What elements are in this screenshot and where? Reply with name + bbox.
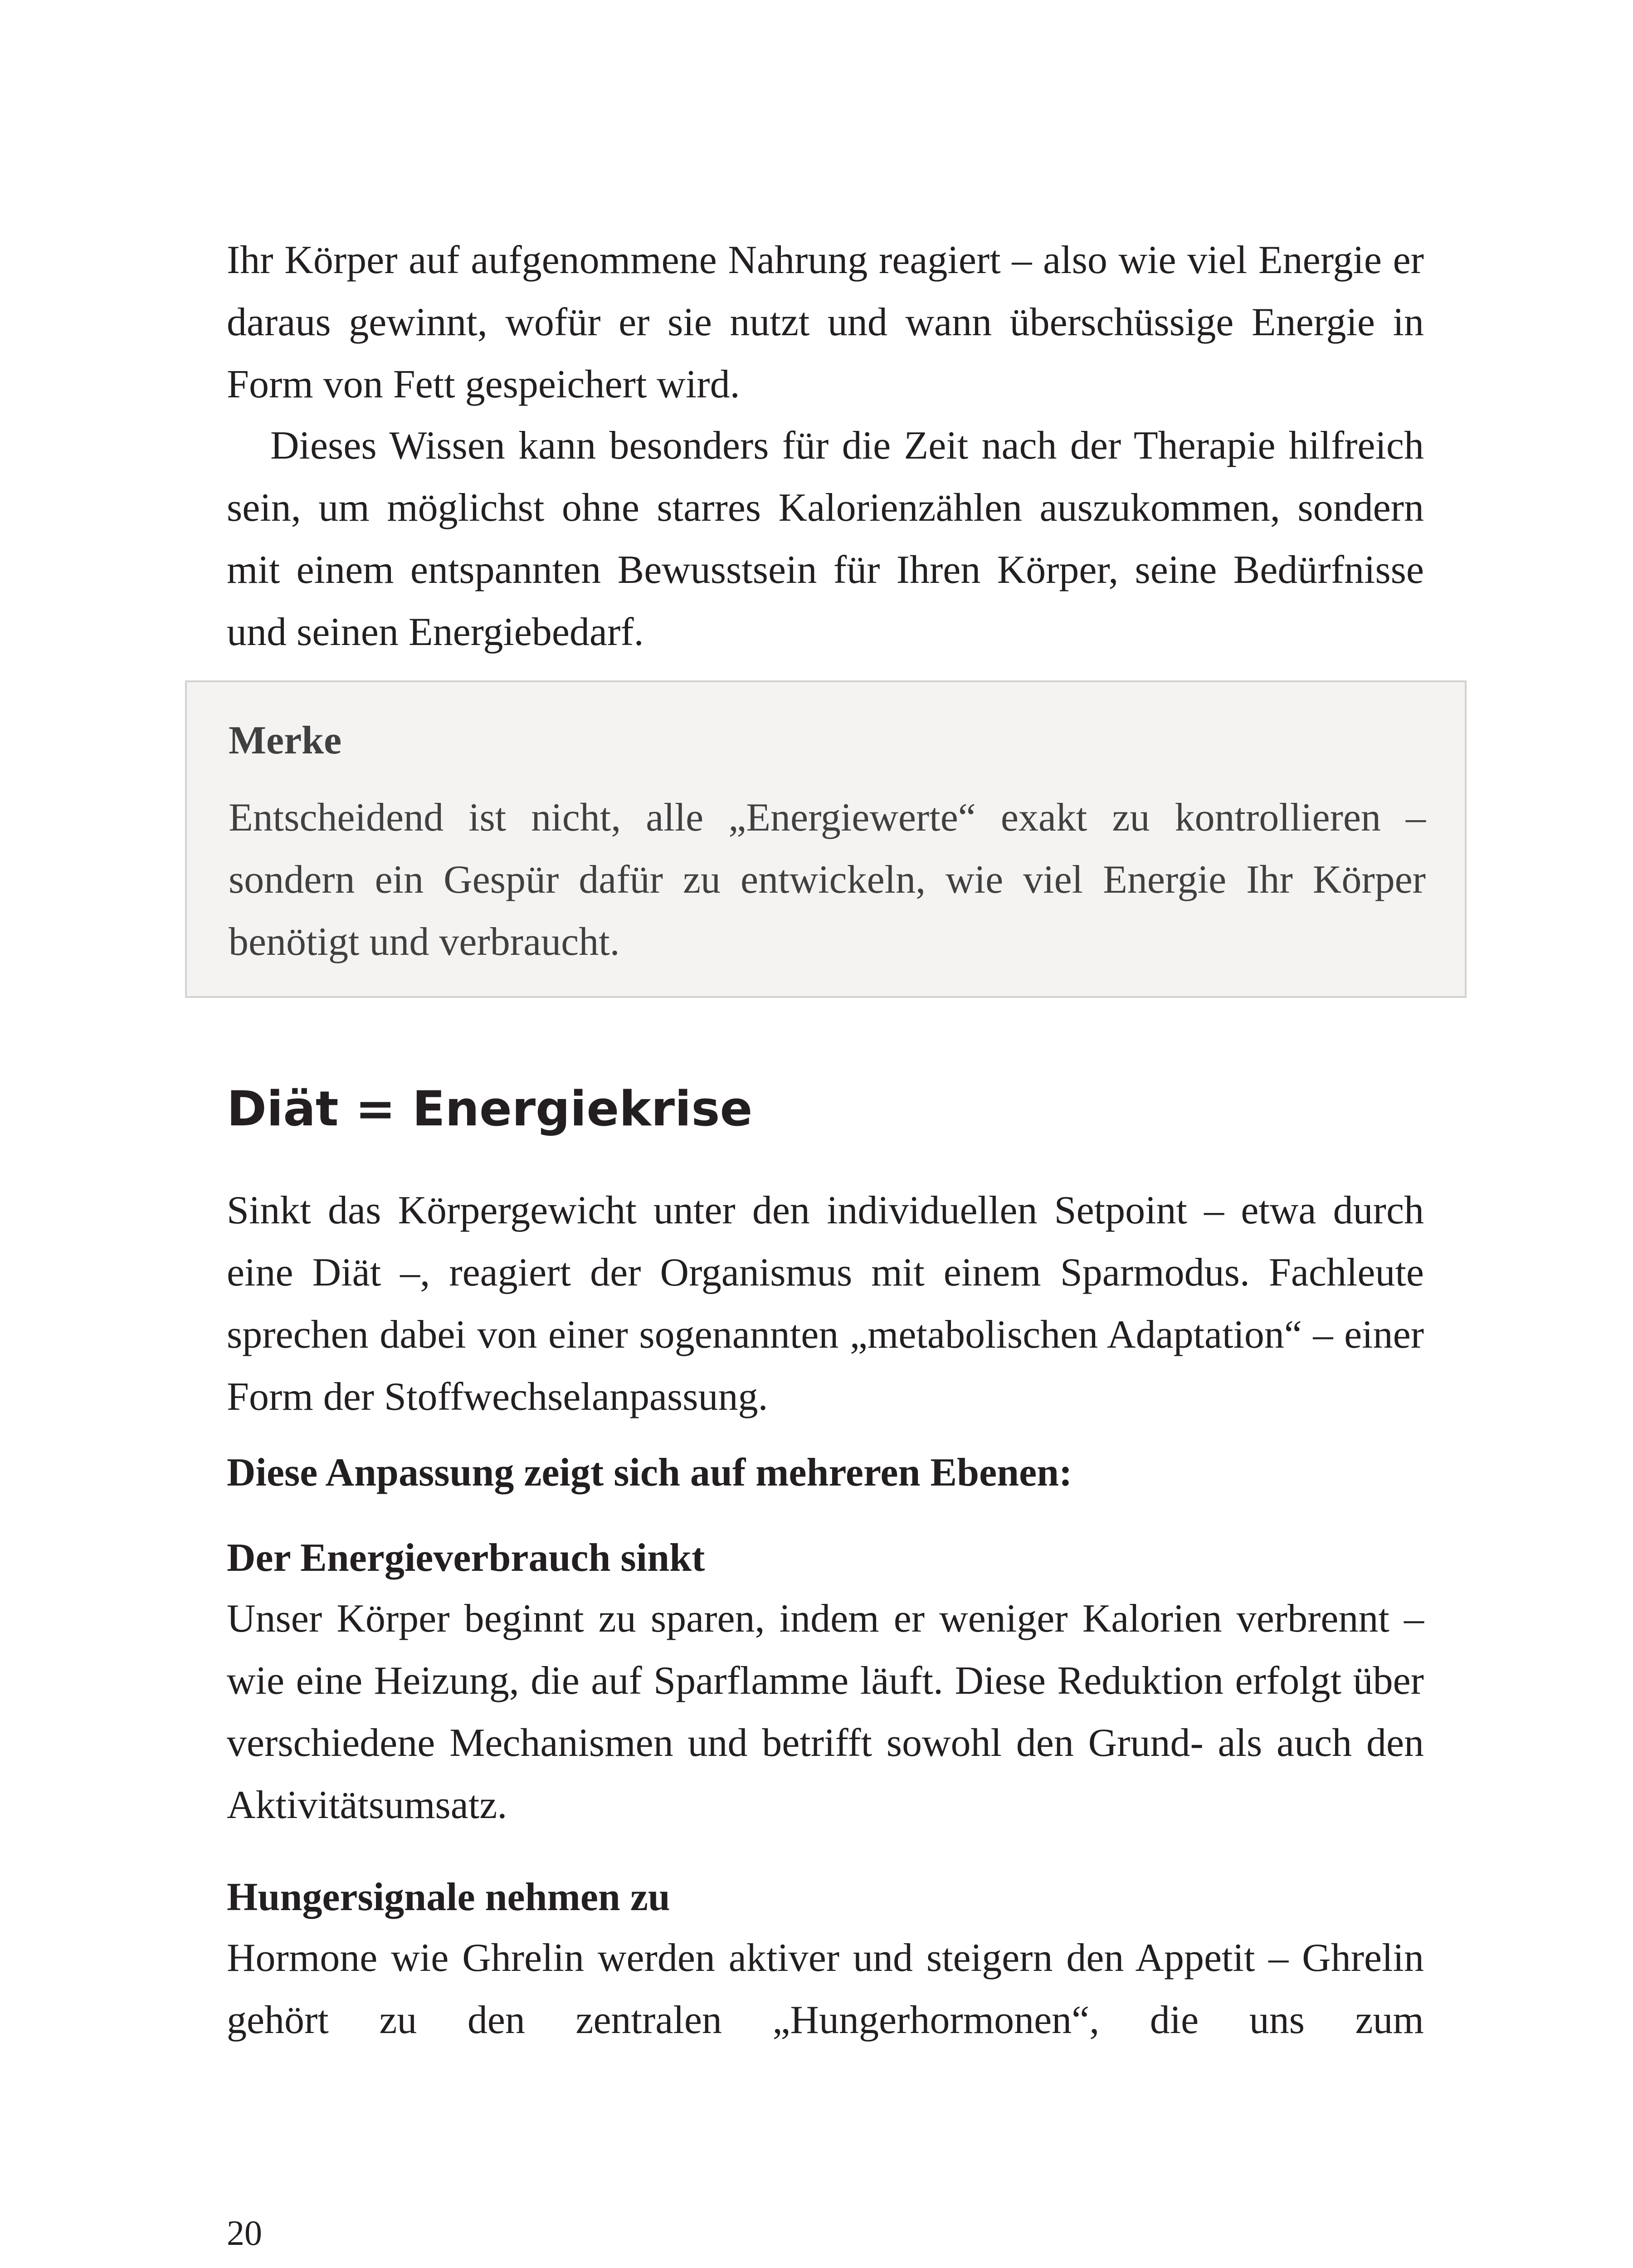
- section-paragraph: Sinkt das Körpergewicht unter den individuellen Setpoint – etwa durch eine Diät –, reagiert der Organismus mit einem Sparmodus. Fachleute sprechen dabei von einer sogenannten „metabolischen Adaptation“ – einer Form der Stoffwechselanpassung.: [227, 1188, 1424, 1419]
- intro-paragraph-1: Ihr Körper auf aufgenommene Nahrung reagiert – also wie viel Energie er daraus gewinnt, wofür er sie nutzt und wann überschüssige Energie in Form von Fett gespeichert wird.: [227, 238, 1424, 406]
- lead-in-text: Diese Anpassung zeigt sich auf mehreren Ebenen:: [227, 1451, 1072, 1495]
- subheading-energieverbrauch: Der Energieverbrauch sinkt: [227, 1536, 705, 1580]
- paragraph-hungersignale: Hormone wie Ghrelin werden aktiver und steigern den Appetit – Ghrelin gehört zu den zentralen „Hungerhormonen“, die uns zum: [227, 1936, 1424, 2042]
- subheading-hungersignale: Hungersignale nehmen zu: [227, 1875, 670, 1919]
- section-heading: Diät = Energiekrise: [227, 1081, 753, 1137]
- merke-box: [185, 680, 1467, 998]
- page-number: 20: [227, 2213, 262, 2253]
- merke-text: Entscheidend ist nicht, alle „Energiewerte“ exakt zu kontrollieren – sondern ein Gespür dafür zu entwickeln, wie viel Energie Ihr Körper benötigt und verbraucht.: [229, 796, 1426, 964]
- intro-paragraph-2: Dieses Wissen kann besonders für die Zeit nach der Therapie hilfreich sein, um möglichst ohne starres Kalorienzählen auszukommen, sondern mit einem entspannten Bewusstsein für Ihren Körper, seine Bedürfnisse und seinen Energiebedarf.: [227, 424, 1424, 654]
- paragraph-energieverbrauch: Unser Körper beginnt zu sparen, indem er weniger Kalorien verbrennt – wie eine Heizung, die auf Sparflamme läuft. Diese Reduktion erfolgt über verschiedene Mechanismen und betrifft sowohl den Grund- als auch den Aktivitätsumsatz.: [227, 1597, 1424, 1827]
- merke-title: Merke: [229, 719, 342, 763]
